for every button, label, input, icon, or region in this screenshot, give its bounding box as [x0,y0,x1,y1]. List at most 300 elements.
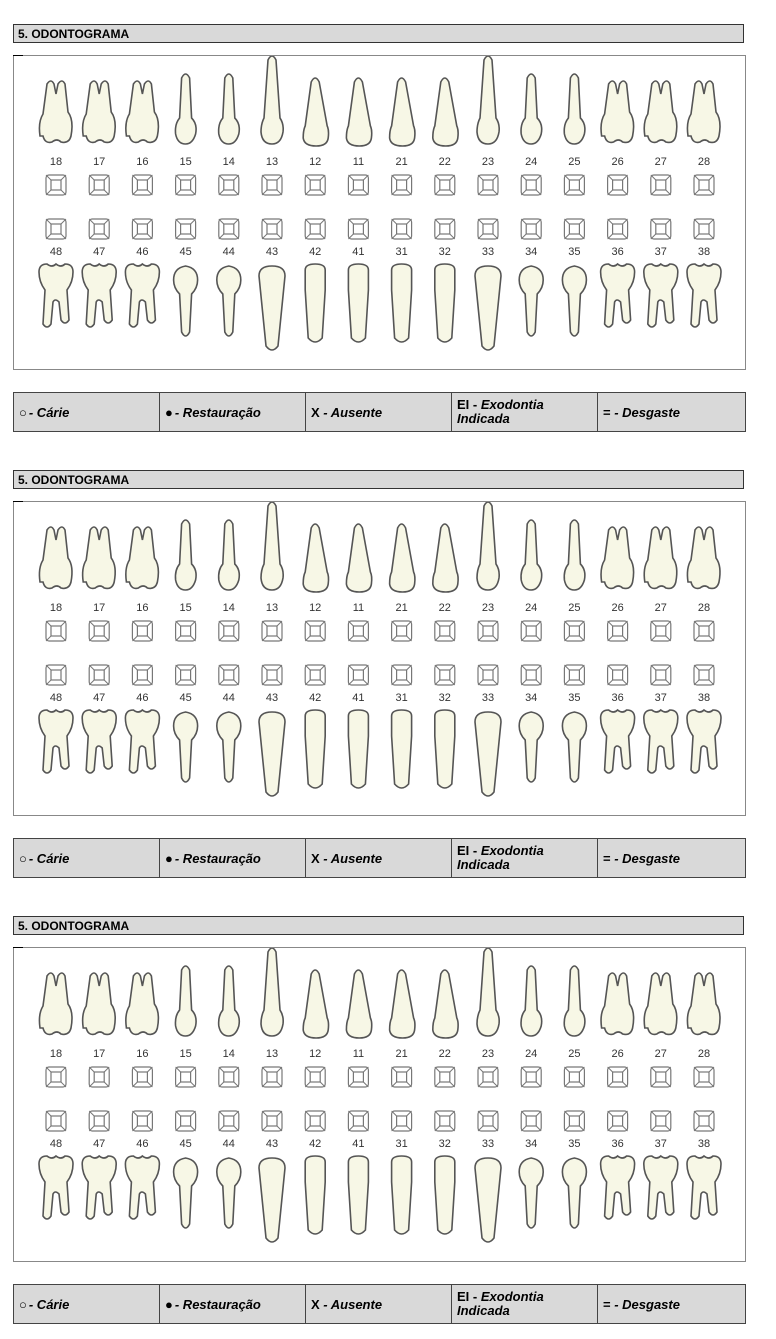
tooth-number: 23 [481,1048,495,1060]
tooth-number: 31 [395,692,408,704]
tooth-number: 28 [697,1048,711,1060]
legend-bar [13,838,746,878]
tooth-surface-box-47[interactable] [89,219,109,239]
tooth-surface-box-25[interactable] [564,1067,584,1087]
tooth-26[interactable] [601,81,634,142]
tooth-number: 32 [438,1138,451,1150]
tooth-37[interactable] [644,264,678,327]
tooth-number: 18 [49,156,63,168]
tooth-surface-box-37[interactable] [651,219,671,239]
tooth-16[interactable] [126,973,159,1034]
tooth-number: 25 [568,1048,581,1060]
tooth-surface-box-12[interactable] [305,1067,325,1087]
tooth-surface-box-32[interactable] [435,1111,455,1131]
tooth-24[interactable] [521,74,542,144]
tooth-number: 12 [309,1048,322,1060]
tooth-surface-box-44[interactable] [219,219,239,239]
tooth-11[interactable] [346,78,371,146]
tooth-surface-box-18[interactable] [46,1067,66,1087]
tooth-34[interactable] [519,266,543,336]
tooth-44[interactable] [217,1158,241,1228]
tooth-surface-box-14[interactable] [219,621,239,641]
tooth-number: 11 [352,156,365,168]
tooth-35[interactable] [562,1158,586,1228]
tooth-45[interactable] [174,712,198,782]
tooth-36[interactable] [601,264,635,327]
tooth-21[interactable] [390,78,415,146]
tooth-14[interactable] [219,966,240,1036]
tooth-number: 33 [481,1138,495,1150]
tooth-surface-box-15[interactable] [176,1067,196,1087]
tooth-28[interactable] [687,81,720,142]
tooth-surface-box-23[interactable] [478,621,498,641]
tooth-surface-box-31[interactable] [392,219,412,239]
tooth-number: 43 [265,1138,279,1150]
tooth-32[interactable] [435,264,455,342]
tooth-24[interactable] [521,966,542,1036]
tooth-number: 41 [352,1138,365,1150]
tooth-number: 21 [395,1048,408,1060]
tooth-number: 45 [179,692,192,704]
tooth-25[interactable] [564,520,585,590]
tooth-surface-box-37[interactable] [651,1111,671,1131]
tooth-17[interactable] [83,973,116,1034]
tooth-15[interactable] [175,520,196,590]
tooth-25[interactable] [564,966,585,1036]
tooth-surface-box-18[interactable] [46,621,66,641]
tooth-surface-box-36[interactable] [608,1111,628,1131]
tooth-surface-box-23[interactable] [478,1067,498,1087]
tooth-33[interactable] [475,712,501,796]
tooth-surface-box-35[interactable] [564,665,584,685]
tooth-surface-box-25[interactable] [564,175,584,195]
tooth-number: 34 [525,246,538,258]
tooth-surface-box-35[interactable] [564,219,584,239]
tooth-surface-box-25[interactable] [564,621,584,641]
tooth-number: 35 [568,692,581,704]
tooth-surface-box-22[interactable] [435,621,455,641]
tooth-number: 46 [136,692,149,704]
tooth-28[interactable] [687,973,720,1034]
tooth-surface-box-38[interactable] [694,1111,714,1131]
tooth-32[interactable] [435,710,455,788]
tooth-number: 16 [136,602,149,614]
tooth-surface-box-37[interactable] [651,665,671,685]
tooth-surface-box-23[interactable] [478,175,498,195]
tooth-surface-box-24[interactable] [521,1067,541,1087]
tooth-21[interactable] [390,970,415,1038]
tooth-48[interactable] [39,710,73,773]
tooth-25[interactable] [564,74,585,144]
tooth-number: 26 [611,1048,624,1060]
tooth-41[interactable] [348,1156,368,1234]
teeth-diagram [14,56,745,369]
tooth-number: 12 [309,156,322,168]
tooth-number: 25 [568,156,581,168]
tooth-surface-box-26[interactable] [608,621,628,641]
tooth-number: 32 [438,692,451,704]
odontogram-chart [13,55,746,370]
tooth-number: 28 [697,602,711,614]
tooth-44[interactable] [217,712,241,782]
tooth-number: 23 [481,156,495,168]
tooth-32[interactable] [435,1156,455,1234]
tooth-surface-box-41[interactable] [348,665,368,685]
tooth-18[interactable] [39,973,72,1034]
tooth-number: 48 [49,692,63,704]
tooth-number: 45 [179,246,192,258]
tooth-number: 26 [611,602,624,614]
tooth-12[interactable] [303,524,328,592]
tooth-surface-box-42[interactable] [305,219,325,239]
tooth-surface-box-46[interactable] [132,665,152,685]
tooth-number: 46 [136,1138,149,1150]
tooth-31[interactable] [392,1156,412,1234]
tooth-14[interactable] [219,520,240,590]
tooth-surface-box-47[interactable] [89,1111,109,1131]
tooth-surface-box-31[interactable] [392,1111,412,1131]
tooth-surface-box-43[interactable] [262,665,282,685]
tooth-number: 17 [93,602,106,614]
legend-desgaste: = - Desgaste [603,404,680,420]
tooth-number: 27 [654,156,667,168]
tooth-27[interactable] [644,973,677,1034]
tooth-number: 46 [136,246,149,258]
tooth-surface-box-44[interactable] [219,1111,239,1131]
tooth-surface-box-48[interactable] [46,219,66,239]
tooth-number: 34 [525,692,538,704]
tooth-surface-box-13[interactable] [262,1067,282,1087]
tooth-surface-box-43[interactable] [262,219,282,239]
tooth-23[interactable] [477,56,499,144]
tooth-surface-box-32[interactable] [435,665,455,685]
tooth-surface-box-33[interactable] [478,219,498,239]
tooth-number: 23 [481,602,495,614]
tooth-surface-box-27[interactable] [651,621,671,641]
legend-carie: ○ - Cárie [14,1285,160,1323]
tooth-45[interactable] [174,1158,198,1228]
tooth-number: 34 [525,1138,538,1150]
tooth-number: 15 [179,156,192,168]
tooth-44[interactable] [217,266,241,336]
tooth-37[interactable] [644,1156,678,1219]
tooth-surface-box-15[interactable] [176,175,196,195]
tooth-surface-box-31[interactable] [392,665,412,685]
tooth-26[interactable] [601,973,634,1034]
tooth-38[interactable] [687,710,721,773]
tooth-12[interactable] [303,970,328,1038]
tooth-11[interactable] [346,970,371,1038]
legend-carie: ○ - Cárie [14,393,160,431]
tooth-number: 24 [525,156,538,168]
tooth-number: 12 [309,602,322,614]
tooth-42[interactable] [305,710,325,788]
tooth-number: 37 [654,692,667,704]
tooth-48[interactable] [39,264,73,327]
tooth-27[interactable] [644,527,677,588]
tooth-46[interactable] [125,264,159,327]
tooth-38[interactable] [687,264,721,327]
tooth-surface-box-48[interactable] [46,665,66,685]
tooth-number: 22 [438,602,451,614]
tooth-surface-box-42[interactable] [305,1111,325,1131]
tooth-number: 35 [568,1138,581,1150]
tooth-number: 42 [309,1138,322,1150]
tooth-number: 38 [697,1138,711,1150]
tooth-number: 48 [49,1138,63,1150]
tooth-26[interactable] [601,527,634,588]
tooth-17[interactable] [83,81,116,142]
tooth-number: 47 [93,692,106,704]
tooth-surface-box-17[interactable] [89,621,109,641]
tooth-number: 45 [179,1138,192,1150]
tooth-number: 37 [654,246,667,258]
tooth-surface-box-45[interactable] [176,219,196,239]
tooth-27[interactable] [644,81,677,142]
tooth-13[interactable] [261,56,283,144]
tooth-number: 22 [438,1048,451,1060]
section-title: 5. ODONTOGRAMA [13,916,744,935]
tooth-number: 13 [265,1048,279,1060]
tooth-46[interactable] [125,710,159,773]
section-title: 5. ODONTOGRAMA [13,24,744,43]
tooth-number: 16 [136,1048,149,1060]
tooth-number: 36 [611,1138,624,1150]
odontogram-chart [13,947,746,1262]
tooth-31[interactable] [392,264,412,342]
tooth-43[interactable] [259,1158,285,1242]
tooth-16[interactable] [126,527,159,588]
tooth-surface-box-27[interactable] [651,1067,671,1087]
legend-restauracao: ● - Restauração [160,393,306,431]
tooth-surface-box-26[interactable] [608,175,628,195]
tooth-surface-box-13[interactable] [262,621,282,641]
tooth-surface-box-22[interactable] [435,175,455,195]
tooth-surface-box-28[interactable] [694,1067,714,1087]
tooth-surface-box-27[interactable] [651,175,671,195]
tooth-surface-box-45[interactable] [176,665,196,685]
tooth-15[interactable] [175,966,196,1036]
tooth-surface-box-24[interactable] [521,621,541,641]
tooth-surface-box-38[interactable] [694,665,714,685]
tooth-surface-box-34[interactable] [521,665,541,685]
legend-desgaste: = - Desgaste [603,1296,680,1312]
tooth-surface-box-32[interactable] [435,219,455,239]
tooth-surface-box-41[interactable] [348,1111,368,1131]
tooth-35[interactable] [562,712,586,782]
tooth-number: 15 [179,602,192,614]
tooth-surface-box-47[interactable] [89,665,109,685]
tooth-16[interactable] [126,81,159,142]
tooth-number: 41 [352,692,365,704]
tooth-13[interactable] [261,948,283,1036]
tooth-number: 42 [309,246,322,258]
tooth-number: 24 [525,602,538,614]
tooth-surface-box-21[interactable] [392,175,412,195]
tooth-22[interactable] [433,524,458,592]
tooth-13[interactable] [261,502,283,590]
tooth-number: 22 [438,156,451,168]
legend-ausente: X - Ausente [306,1285,452,1323]
tooth-47[interactable] [82,264,116,327]
tooth-surface-box-43[interactable] [262,1111,282,1131]
tooth-number: 24 [525,1048,538,1060]
tooth-number: 11 [352,602,365,614]
tooth-surface-box-15[interactable] [176,621,196,641]
tooth-number: 31 [395,1138,408,1150]
legend-restauracao: ● - Restauração [160,1285,306,1323]
tooth-surface-box-16[interactable] [132,621,152,641]
tooth-18[interactable] [39,527,72,588]
tooth-number: 38 [697,246,711,258]
legend-bar [13,1284,746,1324]
tooth-surface-box-11[interactable] [348,175,368,195]
tooth-number: 47 [93,1138,106,1150]
tooth-surface-box-28[interactable] [694,175,714,195]
tooth-21[interactable] [390,524,415,592]
tooth-37[interactable] [644,710,678,773]
tooth-surface-box-16[interactable] [132,175,152,195]
tooth-number: 32 [438,246,451,258]
tooth-number: 33 [481,692,495,704]
tooth-number: 47 [93,246,106,258]
tooth-18[interactable] [39,81,72,142]
tooth-number: 43 [265,692,279,704]
tooth-47[interactable] [82,1156,116,1219]
tooth-surface-box-34[interactable] [521,219,541,239]
tooth-surface-box-14[interactable] [219,1067,239,1087]
tooth-number: 31 [395,246,408,258]
tooth-surface-box-26[interactable] [608,1067,628,1087]
tooth-47[interactable] [82,710,116,773]
tooth-surface-box-16[interactable] [132,1067,152,1087]
tooth-surface-box-21[interactable] [392,1067,412,1087]
tooth-number: 13 [265,156,279,168]
tooth-surface-box-21[interactable] [392,621,412,641]
tooth-38[interactable] [687,1156,721,1219]
tooth-31[interactable] [392,710,412,788]
tooth-surface-box-28[interactable] [694,621,714,641]
tooth-surface-box-13[interactable] [262,175,282,195]
teeth-diagram [14,948,745,1261]
tooth-number: 27 [654,1048,667,1060]
tooth-surface-box-36[interactable] [608,665,628,685]
tooth-45[interactable] [174,266,198,336]
tooth-surface-box-14[interactable] [219,175,239,195]
legend-carie: ○ - Cárie [14,839,160,877]
tooth-22[interactable] [433,970,458,1038]
tooth-42[interactable] [305,1156,325,1234]
tooth-surface-box-17[interactable] [89,1067,109,1087]
tooth-surface-box-48[interactable] [46,1111,66,1131]
tooth-surface-box-46[interactable] [132,219,152,239]
tooth-43[interactable] [259,712,285,796]
tooth-43[interactable] [259,266,285,350]
tooth-28[interactable] [687,527,720,588]
tooth-surface-box-46[interactable] [132,1111,152,1131]
tooth-surface-box-45[interactable] [176,1111,196,1131]
tooth-number: 13 [265,602,279,614]
tooth-36[interactable] [601,1156,635,1219]
tooth-surface-box-33[interactable] [478,665,498,685]
tooth-number: 11 [352,1048,365,1060]
tooth-surface-box-12[interactable] [305,175,325,195]
tooth-35[interactable] [562,266,586,336]
tooth-number: 16 [136,156,149,168]
legend-bar [13,392,746,432]
tooth-23[interactable] [477,948,499,1036]
tooth-number: 25 [568,602,581,614]
tooth-12[interactable] [303,78,328,146]
legend-restauracao: ● - Restauração [160,839,306,877]
tooth-surface-box-17[interactable] [89,175,109,195]
tooth-surface-box-22[interactable] [435,1067,455,1087]
tooth-36[interactable] [601,710,635,773]
legend-exodontia: EI - Exodontia Indicada [452,839,598,877]
legend-desgaste: = - Desgaste [603,850,680,866]
tooth-number: 37 [654,1138,667,1150]
tooth-41[interactable] [348,264,368,342]
tooth-33[interactable] [475,266,501,350]
tooth-surface-box-41[interactable] [348,219,368,239]
tooth-surface-box-35[interactable] [564,1111,584,1131]
tooth-surface-box-44[interactable] [219,665,239,685]
tooth-number: 18 [49,1048,63,1060]
legend-ausente: X - Ausente [306,393,452,431]
tooth-42[interactable] [305,264,325,342]
tooth-surface-box-12[interactable] [305,621,325,641]
tooth-24[interactable] [521,520,542,590]
legend-exodontia: EI - Exodontia Indicada [452,393,598,431]
tooth-number: 21 [395,602,408,614]
tooth-surface-box-42[interactable] [305,665,325,685]
tooth-34[interactable] [519,712,543,782]
tooth-surface-box-38[interactable] [694,219,714,239]
tooth-14[interactable] [219,74,240,144]
odontogram-chart [13,501,746,816]
tooth-17[interactable] [83,527,116,588]
tooth-number: 15 [179,1048,192,1060]
tooth-22[interactable] [433,78,458,146]
tooth-surface-box-11[interactable] [348,621,368,641]
tooth-surface-box-36[interactable] [608,219,628,239]
tooth-number: 17 [93,1048,106,1060]
tooth-number: 41 [352,246,365,258]
tooth-15[interactable] [175,74,196,144]
tooth-46[interactable] [125,1156,159,1219]
tooth-number: 18 [49,602,63,614]
tooth-48[interactable] [39,1156,73,1219]
legend-ausente: X - Ausente [306,839,452,877]
tooth-23[interactable] [477,502,499,590]
tooth-33[interactable] [475,1158,501,1242]
tooth-surface-box-34[interactable] [521,1111,541,1131]
tooth-number: 28 [697,156,711,168]
teeth-diagram [14,502,745,815]
tooth-surface-box-18[interactable] [46,175,66,195]
tooth-number: 14 [222,602,235,614]
tooth-11[interactable] [346,524,371,592]
tooth-number: 26 [611,156,624,168]
tooth-number: 44 [222,246,235,258]
tooth-surface-box-11[interactable] [348,1067,368,1087]
tooth-34[interactable] [519,1158,543,1228]
tooth-number: 36 [611,246,624,258]
tooth-number: 21 [395,156,408,168]
tooth-41[interactable] [348,710,368,788]
tooth-surface-box-24[interactable] [521,175,541,195]
tooth-surface-box-33[interactable] [478,1111,498,1131]
